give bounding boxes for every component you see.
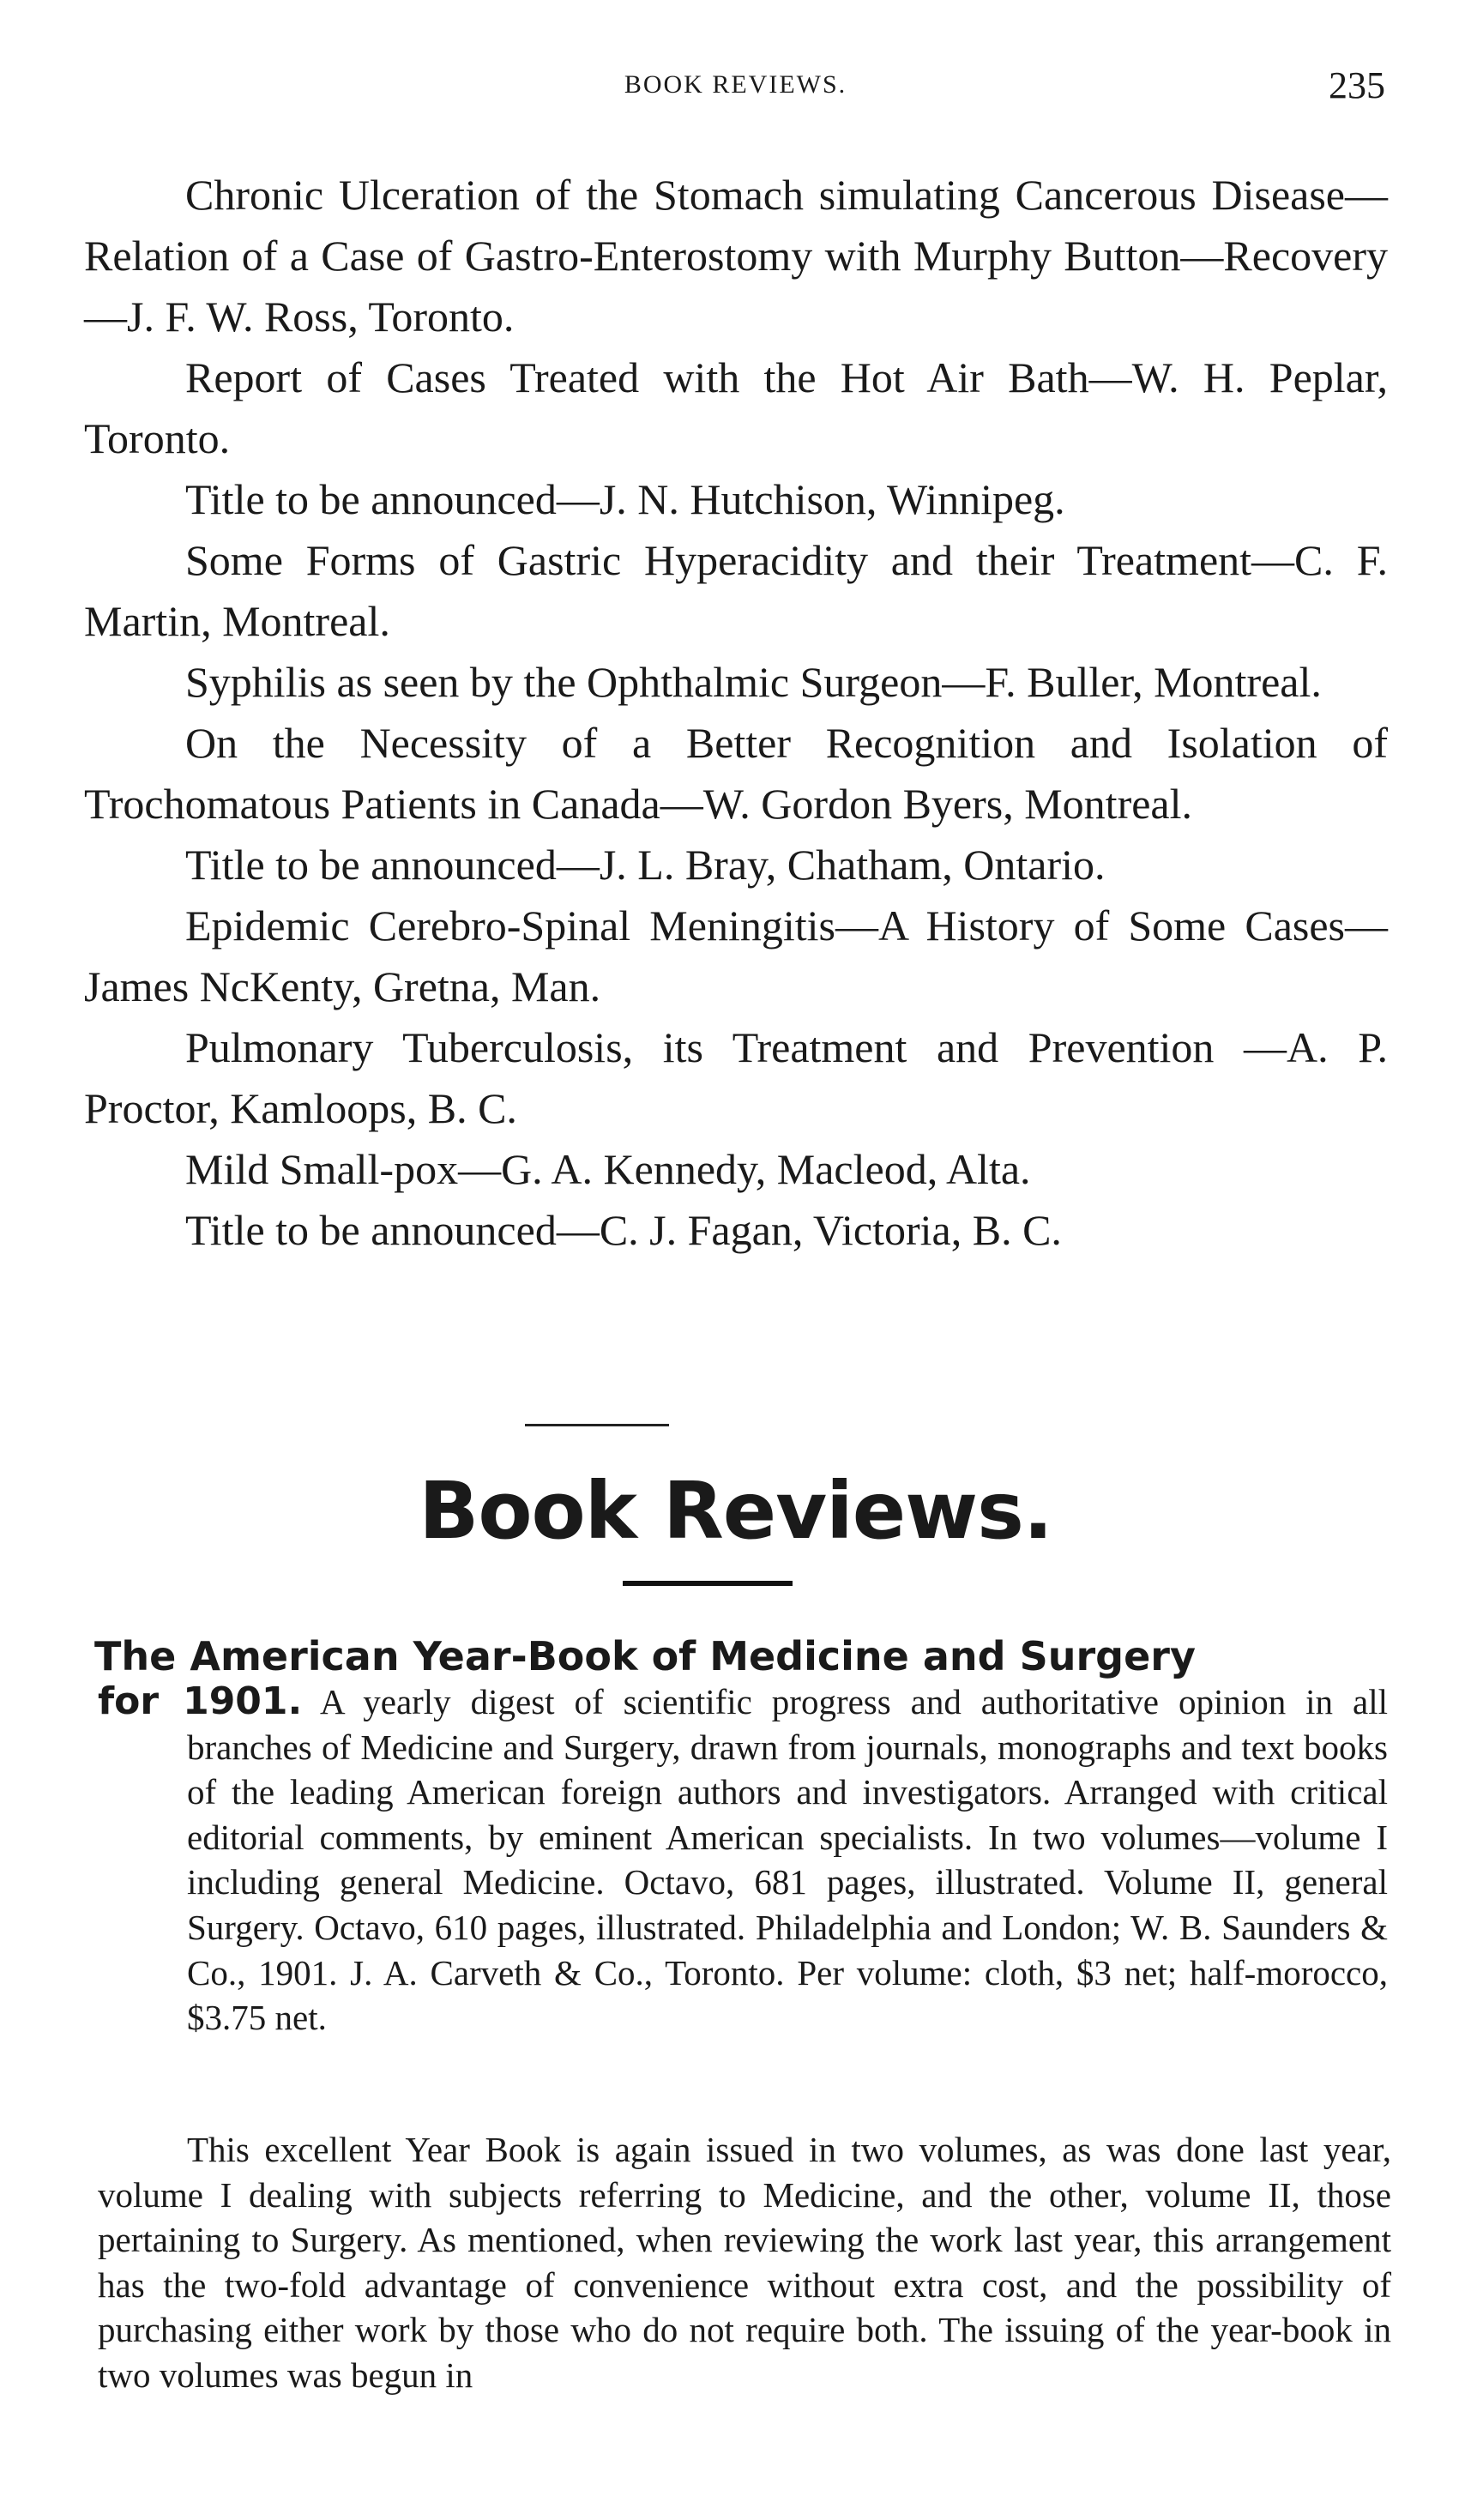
program-entry: Title to be announced—J. L. Bray, Chatham, Ontario. xyxy=(185,841,1106,889)
program-entry: Syphilis as seen by the Ophthalmic Surgeon—F. Buller, Montreal. xyxy=(185,658,1322,706)
program-entry: Mild Small-pox—G. A. Kennedy, Macleod, Alta. xyxy=(185,1145,1031,1193)
review-title-year: for 1901. xyxy=(98,1679,303,1723)
running-title: BOOK REVIEWS. xyxy=(624,70,847,99)
program-entry: Chronic Ulceration of the Stomach simulating Cancerous Disease—Relation of a Case of Gastro-Enterostomy with Murphy Button—Recovery—J. F. W. Ross, Toronto. xyxy=(84,171,1388,341)
program-entry: On the Necessity of a Better Recognition and Isolation of Trochomatous Patients in Canada—W. Gordon Byers, Montreal. xyxy=(84,719,1388,828)
program-entry: Epidemic Cerebro-Spinal Meningitis—A History of Some Cases—James NcKenty, Gretna, Man. xyxy=(84,901,1388,1010)
program-entries xyxy=(84,165,1388,1261)
program-entry: Pulmonary Tuberculosis, its Treatment and Prevention —A. P. Proctor, Kamloops, B. C. xyxy=(84,1023,1388,1132)
program-entry: Some Forms of Gastric Hyperacidity and their Treatment—C. F. Martin, Montreal. xyxy=(84,536,1388,645)
program-entry: Title to be announced—C. J. Fagan, Victoria, B. C. xyxy=(185,1206,1062,1254)
section-divider xyxy=(525,1424,669,1426)
review-description xyxy=(98,1679,1388,2041)
review-title: The American Year-Book of Medicine and Surgery xyxy=(94,1633,1196,1679)
page-number: 235 xyxy=(1329,64,1385,106)
program-entry: Title to be announced—J. N. Hutchison, Winnipeg. xyxy=(185,475,1065,523)
review-body: This excellent Year Book is again issued in two volumes, as was done last year, volume I dealing with subjects referring to Medicine, and the other, volume II, those pertaining to Surgery. As mentioned, when reviewing the work last year, this arrangement has the two-fold advantage of convenience without extra cost, and the possibility of purchasing either work by those who do not require both. The issuing of the year-book in two volumes was begun in xyxy=(98,2130,1391,2395)
title-underline xyxy=(623,1581,793,1586)
review-description-text: A yearly digest of scientific progress and authoritative opinion in all branches of Medicine and Surgery, drawn from journals, monographs and text books of the leading American foreign authors and investigators. Arranged with critical editorial comments, by eminent American specialists. In two volumes—volume I including general Medicine. Octavo, 681 pages, illustrated. Volume II, general Surgery. Octavo, 610 pages, illustrated. Philadelphia and London; W. B. Saunders & Co., 1901. J. A. Carveth & Co., Toronto. Per volume: cloth, $3 net; half-morocco, $3.75 net. xyxy=(187,1682,1388,2038)
section-title: Book Reviews. xyxy=(419,1465,1052,1557)
page-header xyxy=(0,64,1471,122)
program-entry: Report of Cases Treated with the Hot Air Bath—W. H. Peplar, Toronto. xyxy=(84,353,1388,462)
